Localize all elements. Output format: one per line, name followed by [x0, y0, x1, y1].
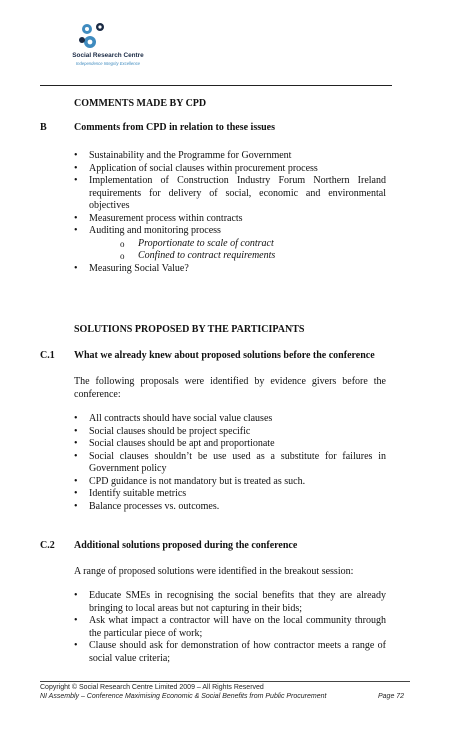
list-item: • Ask what impact a contractor will have on the local community through the particular piece of work; [74, 615, 386, 640]
sub-list-item: o Confined to contract requirements [120, 250, 386, 263]
cpd-bullet-list [74, 150, 386, 275]
list-item: • Measurement process within contracts [74, 213, 386, 226]
list-item: • CPD guidance is not mandatory but is treated as such. [74, 476, 386, 489]
list-item: • Application of social clauses within procurement process [74, 163, 386, 176]
list-item: • Identify suitable metrics [74, 488, 386, 501]
c1-bullet-list [74, 413, 386, 513]
subheading-c1: What we already knew about proposed solutions before the conference [74, 350, 375, 361]
c2-bullet-list [74, 590, 386, 665]
list-item: • Balance processes vs. outcomes. [74, 501, 386, 514]
logo-mark-icon [58, 20, 158, 52]
footer-rule [40, 681, 410, 682]
logo-name: Social Research Centre [72, 52, 144, 59]
logo-tagline: Independence Integrity Excellence [75, 61, 141, 66]
footer-copyright: Copyright © Social Research Centre Limited 2009 – All Rights Reserved [40, 684, 264, 691]
subheading-c2: Additional solutions proposed during the conference [74, 540, 298, 551]
c1-intro-paragraph: The following proposals were identified by evidence givers before the conference: [74, 376, 386, 400]
subheading-cpd: Comments from CPD in relation to these issues [74, 122, 276, 133]
section-label-c1: C.1 [40, 350, 55, 361]
list-item: • Educate SMEs in recognising the social benefits that they are already bringing to local areas but not capturing in their bids; [74, 590, 386, 615]
footer-page-number: Page 72 [378, 693, 405, 700]
section-label-c2: C.2 [40, 540, 55, 551]
company-logo [58, 20, 158, 68]
list-item: • All contracts should have social value clauses [74, 413, 386, 426]
c2-intro-paragraph: A range of proposed solutions were identified in the breakout session: [74, 566, 354, 577]
list-item: • Sustainability and the Programme for Government [74, 150, 386, 163]
header-rule [40, 85, 392, 86]
list-item: • Social clauses should be project specific [74, 426, 386, 439]
list-item: • Measuring Social Value? [74, 263, 386, 276]
footer-document-title: NI Assembly – Conference Maximising Economic & Social Benefits from Public Procurement [40, 693, 327, 700]
section-heading-solutions: SOLUTIONS PROPOSED BY THE PARTICIPANTS [74, 324, 305, 335]
sub-list-item: o Proportionate to scale of contract [120, 238, 386, 251]
list-item: • Implementation of Construction Industry Forum Northern Ireland requirements for delivery of social, economic and environmental objectives [74, 175, 386, 213]
list-item: • Clause should ask for demonstration of how contractor meets a range of social value criteria; [74, 640, 386, 665]
list-item: • Auditing and monitoring process [74, 225, 386, 238]
section-label-b: B [40, 122, 47, 133]
list-item: • Social clauses shouldn’t be use used as a substitute for failures in Government policy [74, 451, 386, 476]
section-heading-cpd: COMMENTS MADE BY CPD [74, 98, 207, 109]
list-item: • Social clauses should be apt and proportionate [74, 438, 386, 451]
